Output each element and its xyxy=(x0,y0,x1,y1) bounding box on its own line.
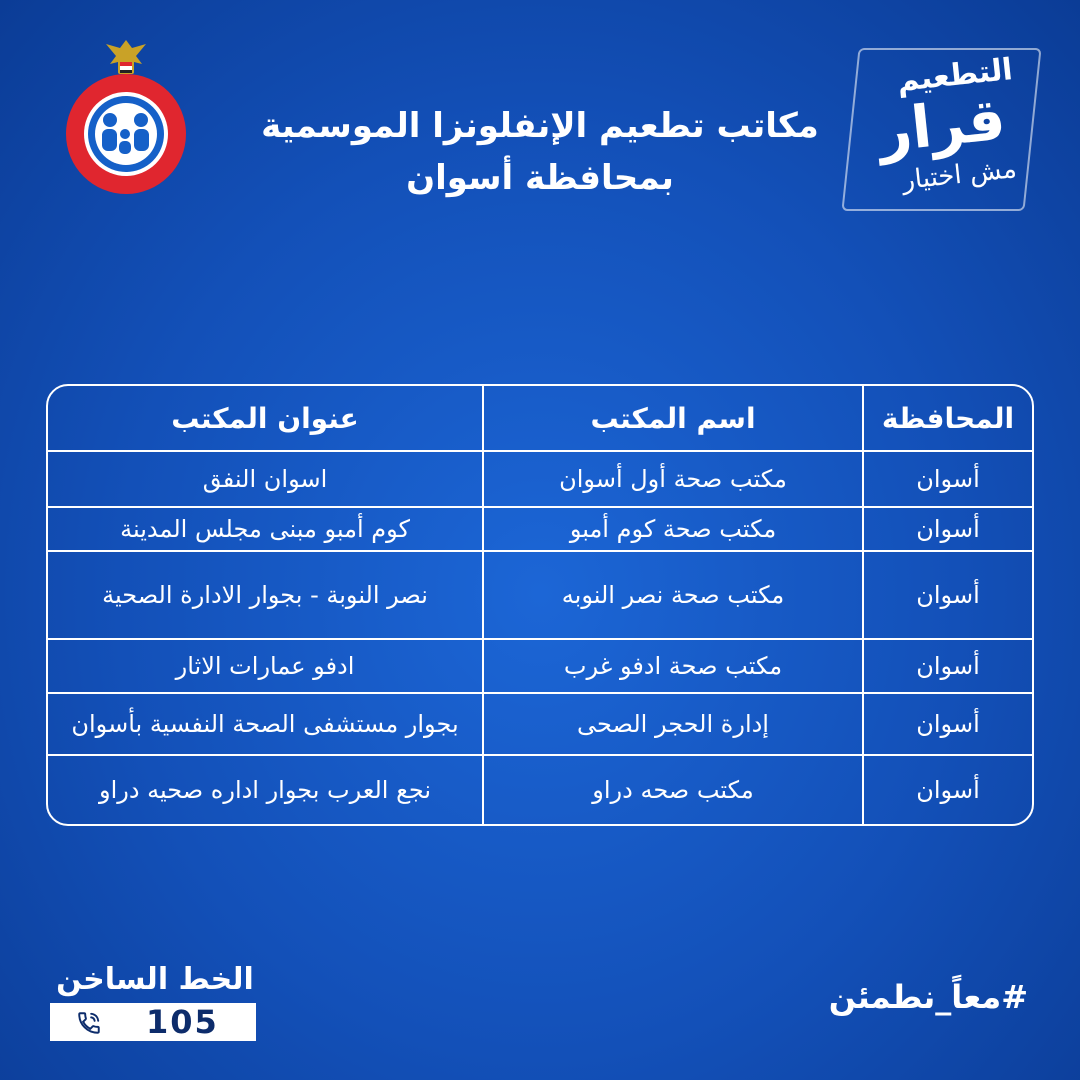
ministry-logo xyxy=(52,38,200,196)
table-header-row xyxy=(48,386,1032,452)
campaign-hashtag: #معاً_نطمئن xyxy=(828,978,1028,1016)
table-row xyxy=(48,694,1032,756)
cell-office-address: نجع العرب بجوار اداره صحيه دراو xyxy=(99,776,432,804)
cell-office-address: نصر النوبة - بجوار الادارة الصحية xyxy=(102,581,428,609)
table-row xyxy=(48,756,1032,824)
table-row xyxy=(48,508,1032,552)
hotline-number: 105 xyxy=(146,1003,219,1041)
cell-governorate: أسوان xyxy=(862,756,1032,824)
page-title xyxy=(230,100,850,204)
cell-governorate: أسوان xyxy=(862,452,1032,506)
offices-table xyxy=(46,384,1034,826)
header-office-name: اسم المكتب xyxy=(482,386,862,450)
title-line-2: بمحافظة أسوان xyxy=(406,158,674,198)
cell-governorate: أسوان xyxy=(862,640,1032,692)
header-governorate: المحافظة xyxy=(862,386,1032,450)
cell-office-name: مكتب صحه دراو xyxy=(482,756,862,824)
table-row xyxy=(48,452,1032,508)
cell-office-name: مكتب صحة ادفو غرب xyxy=(482,640,862,692)
table-row xyxy=(48,640,1032,694)
cell-office-address: بجوار مستشفى الصحة النفسية بأسوان xyxy=(71,710,459,738)
badge-main-text: قرار xyxy=(874,84,1009,166)
badge-top-text: التطعيم xyxy=(895,52,1015,99)
phone-icon xyxy=(76,1010,102,1036)
cell-office-address: كوم أمبو مبنى مجلس المدينة xyxy=(120,515,410,543)
title-line-1: مكاتب تطعيم الإنفلونزا الموسمية xyxy=(261,106,819,146)
cell-office-name: مكتب صحة كوم أمبو xyxy=(482,508,862,550)
ministry-emblem-icon xyxy=(52,38,200,196)
badge-sub-text: مش اختيار xyxy=(900,154,1019,196)
cell-office-address: ادفو عمارات الاثار xyxy=(175,652,355,680)
hotline-box xyxy=(50,1003,256,1041)
cell-office-name: مكتب صحة أول أسوان xyxy=(482,452,862,506)
cell-office-name: إدارة الحجر الصحى xyxy=(482,694,862,754)
cell-governorate: أسوان xyxy=(862,508,1032,550)
cell-office-address: اسوان النفق xyxy=(202,465,328,493)
cell-governorate: أسوان xyxy=(862,552,1032,638)
cell-governorate: أسوان xyxy=(862,694,1032,754)
cell-office-name: مكتب صحة نصر النوبه xyxy=(482,552,862,638)
campaign-badge xyxy=(850,48,1035,213)
header-office-address: عنوان المكتب xyxy=(171,401,359,435)
hotline-label: الخط الساخن xyxy=(56,962,254,997)
table-row xyxy=(48,552,1032,640)
